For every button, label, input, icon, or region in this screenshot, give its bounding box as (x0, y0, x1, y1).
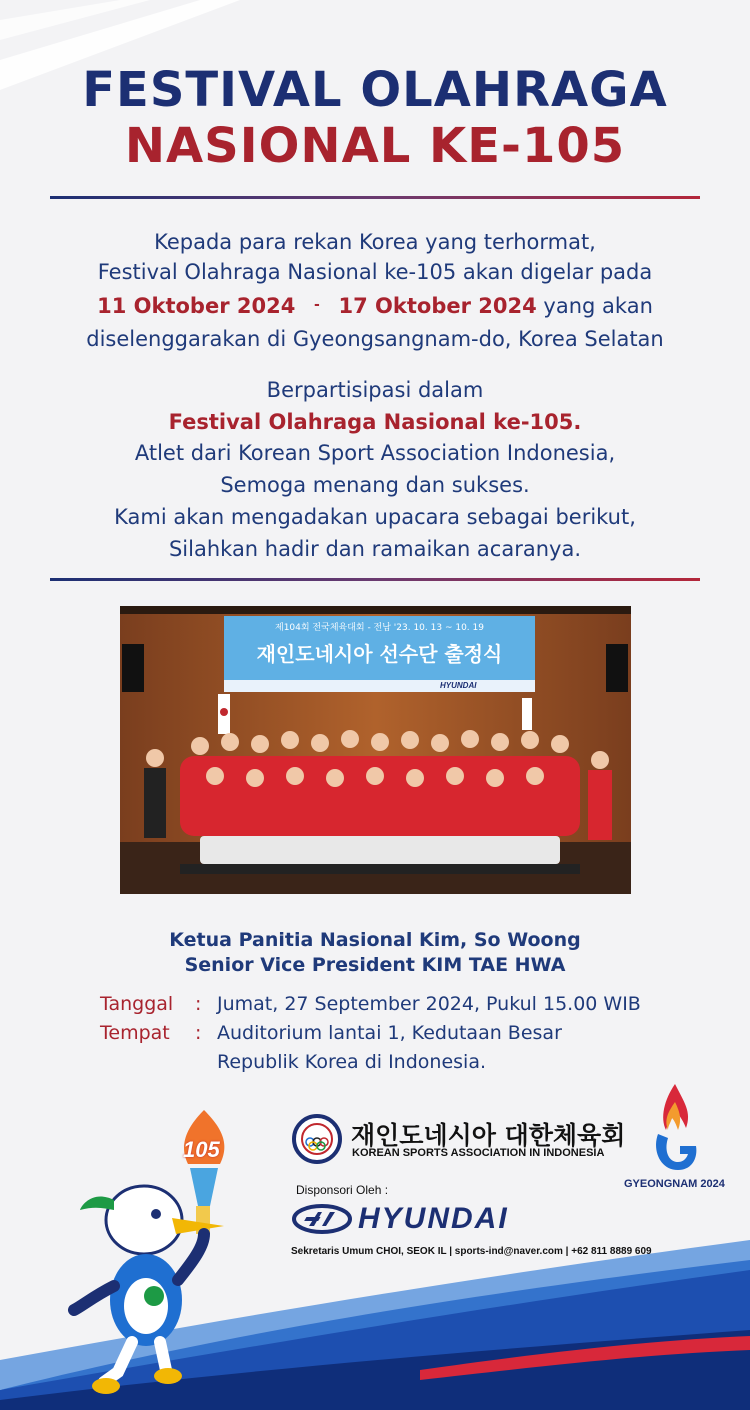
intro-line4: diselenggarakan di Gyeongsangnam-do, Korea Selatan (86, 327, 664, 351)
page-title-line2: NASIONAL KE-105 (124, 118, 626, 174)
message-line6: Silahkan hadir dan ramaikan acaranya. (168, 537, 582, 561)
group-people (120, 716, 631, 886)
date-label: Tanggal (100, 993, 174, 1015)
intro-line3 (0, 288, 750, 323)
place-value-line2: Republik Korea di Indonesia. (217, 1051, 487, 1073)
place-label: Tempat (100, 1022, 170, 1044)
sponsor-name: HYUNDAI (358, 1202, 509, 1235)
page-title-line1: FESTIVAL OLAHRAGA (82, 62, 668, 118)
detail-place-row (100, 1019, 562, 1048)
banner-main-text: 재인도네시아 선수단 출정식 (256, 642, 503, 666)
ksai-emblem-icon (292, 1114, 342, 1164)
hyundai-logo-icon (292, 1204, 352, 1234)
gyeongnam-torch-logo-icon (650, 1084, 700, 1174)
intro-line3-tail: yang akan (543, 294, 653, 318)
message-line4: Semoga menang dan sukses. (220, 473, 530, 497)
place-colon: : (195, 1022, 202, 1044)
date-value: Jumat, 27 September 2024, Pukul 15.00 WIB (217, 993, 641, 1015)
message-line3: Atlet dari Korean Sport Association Indonesia, (134, 441, 616, 465)
message-line2: Festival Olahraga Nasional ke-105. (168, 410, 582, 434)
officials-line2: Senior Vice President KIM TAE HWA (184, 954, 566, 976)
intro-line1: Kepada para rekan Korea yang terhormat, (154, 230, 596, 254)
intro-line2: Festival Olahraga Nasional ke-105 akan digelar pada (97, 260, 653, 284)
divider-bottom (50, 578, 700, 581)
event-logo-text: GYEONGNAM 2024 (624, 1178, 725, 1190)
divider-top (50, 196, 700, 199)
org-name-korean: 재인도네시아 대한체육회 (351, 1121, 626, 1150)
place-value-line1: Auditorium lantai 1, Kedutaan Besar (217, 1022, 562, 1044)
banner-sponsor: HYUNDAI (440, 681, 477, 690)
officials-line1: Ketua Panitia Nasional Kim, So Woong (169, 929, 581, 951)
date-end: 17 Oktober 2024 (338, 294, 537, 318)
date-start: 11 Oktober 2024 (97, 294, 296, 318)
message-line1: Berpartisipasi dalam (266, 378, 484, 402)
detail-date-row (100, 990, 641, 1019)
date-separator: - (314, 297, 320, 313)
org-name-english: KOREAN SPORTS ASSOCIATION IN INDONESIA (352, 1147, 605, 1159)
sponsored-by-label: Disponsori Oleh : (296, 1183, 389, 1197)
group-photo (120, 606, 631, 894)
contact-info: Sekretaris Umum CHOI, SEOK IL | sports-ind@naver.com | +62 811 8889 609 (291, 1246, 652, 1257)
message-line5: Kami akan mengadakan upacara sebagai berikut, (114, 505, 636, 529)
mascot-illustration (54, 1110, 254, 1400)
banner-top-line: 제104회 전국체육대회 - 전남 '23. 10. 13 ~ 10. 19 (275, 623, 484, 633)
mascot-torch-number: 105 (183, 1137, 220, 1162)
date-colon: : (195, 993, 202, 1015)
